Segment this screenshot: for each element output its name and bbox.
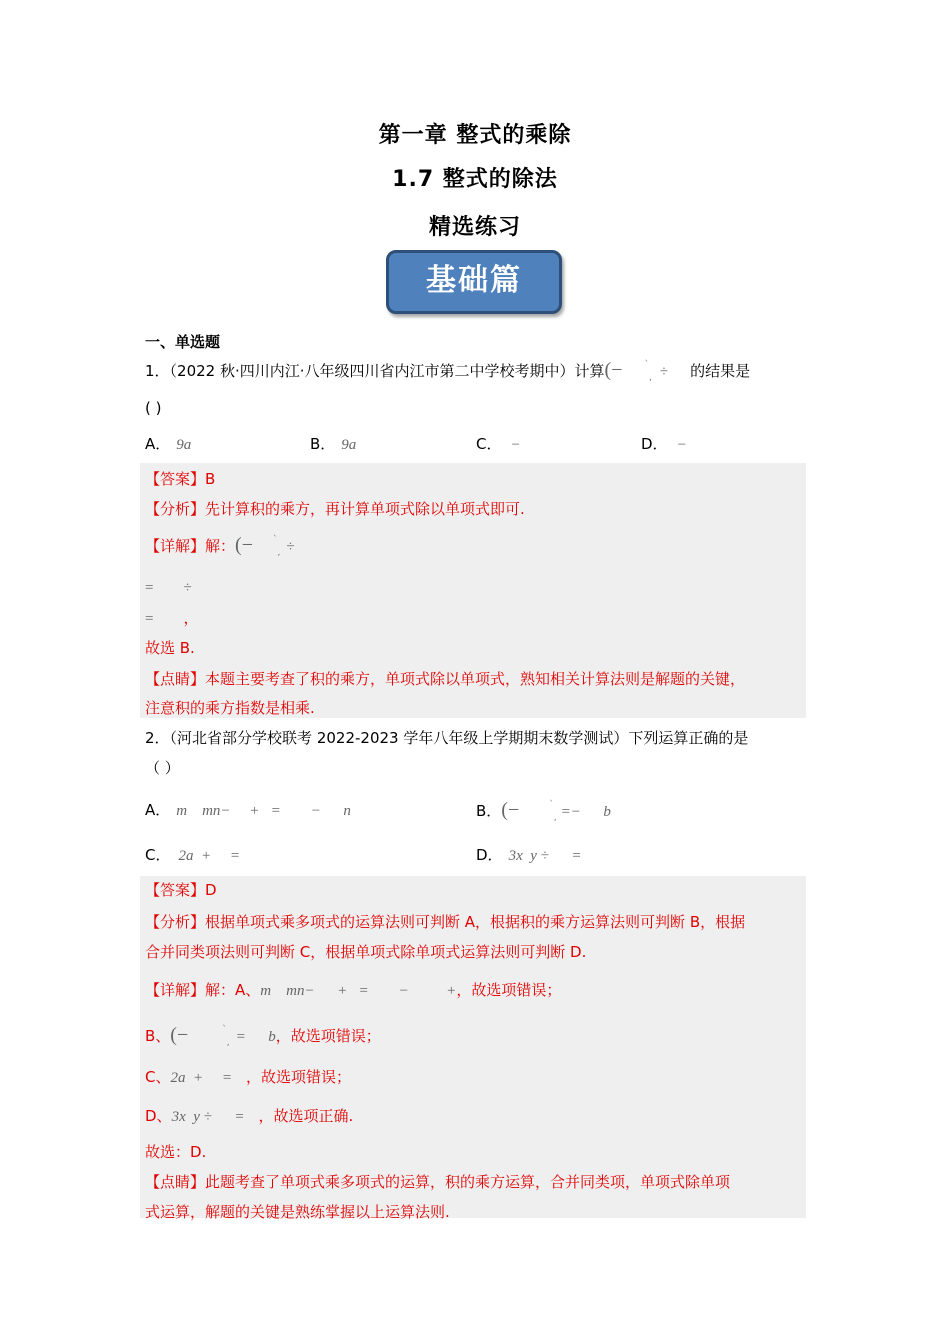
question-2-stem: 2．（河北省部分学校联考 2022-2023 学年八年级上学期期末数学测试）下列运算正确的是 [145,729,749,747]
question-1-stem: 1．（2022 秋·四川内江·八年级四川省内江市第二中学校考期中）计算(− $^ˋ_,$ ÷ 的结果是 [145,359,751,383]
answer-line: 【答案】B [145,470,216,488]
analysis-line-2a: 【分析】根据单项式乘多项式的运算法则可判断 A，根据积的乘方运算法则可判断 B，根据 [145,913,746,931]
analysis-line: 【分析】先计算积的乘方，再计算单项式除以单项式即可. [145,500,525,518]
expression-fragment: (− [604,359,623,381]
conclusion-line-2: 故选：D. [145,1143,207,1161]
option-c-2: C． 2a + = [145,846,240,864]
subtitle: 精选练习 [428,215,521,240]
chapter-title: 第一章 整式的乘除 [378,123,572,148]
section-title: 1.7 整式的除法 [392,167,558,192]
question-source: （2022 秋·四川内江·八年级四川省内江市第二中学校考期中）计算 [169,362,605,380]
answer-line-2: 【答案】D [145,881,217,899]
option-a-2: A． m mn− + = − n [145,801,351,819]
analysis-line-2b: 合并同类项法则可判断 C，根据单项式除单项式运算法则可判断 D. [145,943,587,961]
option-b: B． 9a [310,435,357,453]
detail-line: 【详解】解：(− $^ˋ_,$ ÷ [145,534,295,558]
option-b-2: B．(− $^ˋ_,$ =− b [476,799,611,823]
answer-blank-2: （ ） [145,759,180,777]
option-c: C． − [476,435,520,453]
option-a: A． 9a [145,435,192,453]
comment-line-1: 【点睛】本题主要考查了积的乘方，单项式除以单项式，熟知相关计算法则是解题的关键， [145,670,746,688]
option-d-2: D． 3x y ÷ = [476,846,582,864]
detail-a: 【详解】解：A、m mn− + = − +，故选项错误； [145,981,562,999]
detail-step-1: = ÷ [145,580,192,596]
detail-step-2: = ， [145,609,199,627]
comment-line-2b: 式运算，解题的关键是熟练掌握以上运算法则. [145,1203,450,1221]
question-number: 1． [145,362,170,380]
conclusion-line: 故选 B. [145,639,195,657]
part-heading: 一、单选题 [145,333,221,351]
division-sign: ÷ [659,364,669,380]
question-tail: 的结果是 [690,362,751,380]
comment-line-2a: 【点睛】此题考查了单项式乘多项式的运算，积的乘方运算，合并同类项，单项式除单项 [145,1173,731,1191]
level-badge: 基础篇 [386,250,562,314]
option-d: D． − [641,435,687,453]
detail-d: D、3x y ÷ = ，故选项正确. [145,1107,354,1125]
answer-blank: ( ) [145,399,162,417]
detail-b: B、(− $^ˋ_,$ = b，故选项错误； [145,1024,381,1048]
detail-c: C、2a + = ，故选项错误； [145,1068,351,1086]
comment-line-2: 注意积的乘方指数是相乘. [145,699,315,717]
